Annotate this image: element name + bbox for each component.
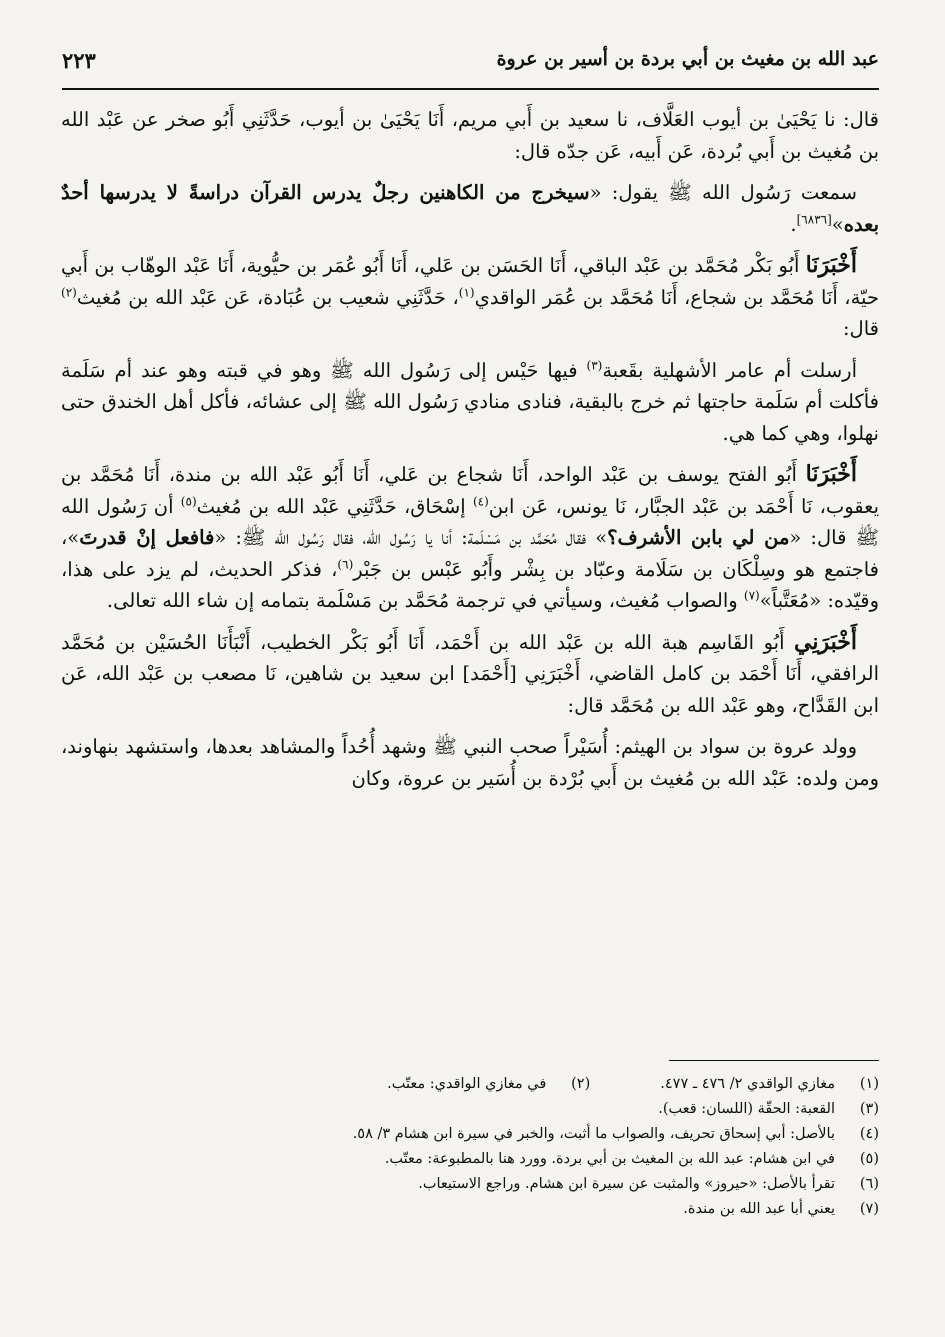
text-run: قال: [842, 317, 879, 340]
text-run: »، فاجتمع هو وسِلْكَان بن سَلَامة وعبّاد بن بِشْر وأَبُو عَبْس بن جَبْر [61, 526, 879, 581]
hadith-text: سيخرج من الكاهنين رجلٌ يدرس القرآن دراسةً لا يدرسها أحدٌ بعده [61, 181, 879, 236]
footnote-ref: (٦) [337, 557, 354, 571]
text-run: أرسلت أم عامر الأشهلية بقَعبة [602, 358, 857, 382]
footnote-text: في مغازي الواقدي: معتّب. [387, 1076, 547, 1092]
main-text [61, 104, 879, 804]
footnote-number: (١) [859, 1076, 879, 1092]
footnote-text: في ابن هشام: عبد الله بن المغيث بن أبي بردة. وورد هنا بالمطبوعة: معتّب. [384, 1151, 835, 1167]
footnote-number: (٥) [859, 1151, 879, 1167]
paragraph [61, 177, 879, 240]
footnote-number: (٦) [859, 1176, 879, 1192]
hadith-text: من لي بابن الأشرف؟ [607, 526, 790, 549]
paragraph [61, 355, 879, 450]
text-run: أَبُو الفتح يوسف بن عَبْد الواحد، أَنَا شجاع بن عَلي، أَنَا أَبُو عَبْد الله بن مندة، أَنَا مُحَمَّد بن يعقوب، نَا أَحْمَد بن عَبْد الجبَّار، نَا يونس، عَن ابن [61, 463, 880, 518]
footnote-ref: (٥) [180, 494, 197, 508]
keyword: أَخْبَرَنَا [805, 252, 857, 278]
footnote-ref: (٧) [743, 588, 760, 603]
footnote-text: يعني أبا عبد الله بن مندة. [683, 1201, 835, 1217]
footnote-ref: (٢) [61, 285, 77, 299]
page-number: ٢٢٣ [62, 48, 96, 73]
footnote-ref: (٣) [586, 358, 603, 372]
footnotes [61, 1072, 879, 1222]
footnote-row [61, 1097, 879, 1122]
paragraph [61, 459, 879, 617]
text-run: » فقال مُحَمَّد بن مَسْلَمة: أنا يا رَسُول الله، فقال رَسُول الله ﷺ: « [214, 526, 608, 549]
keyword: أَخْبَرَنِي [794, 628, 857, 655]
paragraph [61, 104, 879, 167]
footnote-ref: (٤) [472, 494, 489, 508]
footnote-ref: [٦٨٣٦] [796, 212, 832, 226]
footnote-number: (٢) [571, 1076, 591, 1092]
running-title: عبد الله بن مغيث بن أبي بردة بن أسير بن عروة [496, 48, 879, 70]
footnote-row [61, 1197, 879, 1222]
footnote-row [61, 1172, 879, 1197]
text-run: قال: نا يَحْيَىٰ بن أيوب العَلَّاف، نا سعيد بن أَبي مريم، أَنَا يَحْيَىٰ بن أيوب، حَدَّثَنِي أَبُو صخر عن عَبْد الله بن مُغيث بن أَبي بُردة، عَن أَبيه، عَن جدّه قال: [61, 108, 879, 163]
footnote-number: (٧) [859, 1201, 879, 1217]
text-run: » [831, 212, 844, 236]
text-run: سمعت رَسُول الله ﷺ يقول: « [589, 181, 857, 204]
footnote-row [61, 1147, 879, 1172]
text-run: ، فذكر الحديث، لم يزد على هذا، وقيّده: «مُعَتَّباً» [61, 557, 879, 612]
keyword: أَخْبَرَنَا [805, 461, 857, 487]
footnote-ref: (١) [458, 285, 475, 299]
text-run: إسْحَاق، حَدَّثَنِي عَبْد الله بن مُغيث [196, 494, 473, 518]
text-run: ، حَدَّثَنِي شعيب بن عُبَادة، عَن عَبْد الله بن مُغيث [76, 285, 459, 309]
footnote-number: (٣) [859, 1101, 879, 1117]
paragraph [61, 250, 879, 345]
footnote-row [61, 1072, 879, 1097]
text-run: فيها حَيْس إلى رَسُول الله ﷺ وهو في قبته وهو عند أم سَلَمة فأكلت أم سَلَمة حاجتها ثم خرج بالبقية، فنادى منادي رَسُول الله ﷺ إلى عشائه، فأكل أهل الخندق حتى نهلوا، وهي كما هي. [61, 358, 879, 445]
paragraph [61, 627, 879, 722]
footnote-text: القعبة: الحقّة (اللسان: قعب). [658, 1101, 835, 1117]
footnote-text: مغازي الواقدي ٢/ ٤٧٦ ـ ٤٧٧. [660, 1076, 835, 1092]
paragraph [61, 731, 879, 794]
footnote-text: تقرأ بالأصل: «حيروز» والمثبت عن سيرة ابن هشام. وراجع الاستيعاب. [418, 1176, 835, 1192]
text-run: والصواب مُغيث، وسيأتي في ترجمة مُحَمَّد بن مَسْلَمة بتمامه إن شاء الله تعالى. [106, 589, 744, 612]
footnote-row [61, 1122, 879, 1147]
running-header [62, 44, 879, 90]
footnote-separator [669, 1060, 879, 1061]
hadith-text: فافعل إنْ قدرتَ [79, 526, 215, 549]
text-run: أَبُو بَكْر مُحَمَّد بن عَبْد الباقي، أَنَا الحَسَن بن عَلي، أَنَا أَبُو عُمَر بن حيُّوية، أَنَا عَبْد الوهّاب بن أَبي حيّة، أَنَا مُحَمَّد بن شجاع، أَنَا مُحَمَّد بن عُمَر الواقدي [61, 254, 879, 309]
text-run: وولد عروة بن سواد بن الهيثم: أُسَيْراً صحب النبي ﷺ وشهد أُحُداً والمشاهد بعدها، واستشهد بنهاوند، ومن ولده: عَبْد الله بن مُغيث بن أَبي بُرْدة بن أُسَير بن عروة، وكان [61, 735, 879, 790]
text-run: أن رَسُول الله ﷺ قال: « [61, 494, 879, 549]
text-run: . [790, 212, 797, 236]
footnote-number: (٤) [859, 1126, 879, 1142]
footnote-text: بالأصل: أبي إسحاق تحريف، والصواب ما أثبت، والخبر في سيرة ابن هشام ٣/ ٥٨. [352, 1126, 835, 1142]
text-run: أَبُو القَاسِم هبة الله بن عَبْد الله بن أَحْمَد، أَنَا أَبُو بَكْر الخطيب، أَنْبَأَنَا الحُسَيْن بن مُحَمَّد الرافقي، أَنَا أَحْمَد بن كامل القاضي، أَخْبَرَنِي [أَحْمَد] ابن سعيد بن شاهين، نَا مصعب بن عَبْد الله، عَن ابن القَدَّاح، وهو عَبْد الله بن مُحَمَّد قال: [61, 630, 879, 717]
